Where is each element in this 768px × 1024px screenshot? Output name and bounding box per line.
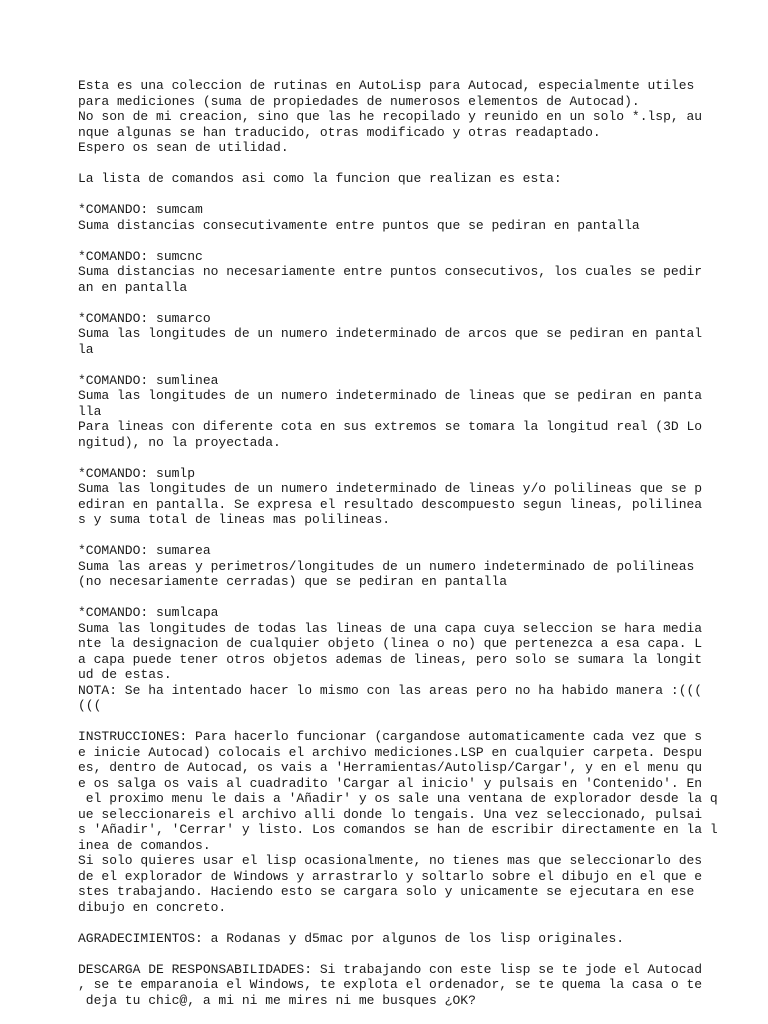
text-line: nte la designacion de cualquier objeto (linea o no) que pertenezca a esa capa. L: [78, 636, 703, 651]
text-line: ue seleccionareis el archivo alli donde lo tengais. Una vez seleccionado, pulsai: [78, 806, 703, 822]
blank-line: [78, 590, 758, 606]
text-line: Suma las areas y perimetros/longitudes de un numero indeterminado de polilineas: [78, 558, 695, 574]
text-line: es, dentro de Autocad, os vais a 'Herramientas/Autolisp/Cargar', y en el menu qu: [78, 760, 703, 775]
text-line: para mediciones (suma de propiedades de numerosos elementos de Autocad).: [78, 93, 640, 109]
blank-line: [78, 156, 758, 172]
text-line: stes trabajando. Haciendo esto se cargara solo y unicamente se ejecutara en ese: [78, 884, 695, 899]
blank-line: [78, 450, 758, 466]
text-line: Suma las longitudes de todas las lineas de una capa cuya seleccion se hara media: [78, 620, 703, 636]
text-line: inea de comandos.: [78, 837, 211, 853]
text-line: DESCARGA DE RESPONSABILIDADES: Si trabajando con este lisp se te jode el Autocad: [78, 961, 703, 977]
text-line: ediran en pantalla. Se expresa el resultado descompuesto segun lineas, polilinea: [78, 496, 703, 512]
blank-line: [78, 357, 758, 373]
text-line: La lista de comandos asi como la funcion que realizan es esta:: [78, 171, 562, 186]
text-line: Si solo quieres usar el lisp ocasionalmente, no tienes mas que seleccionarlo des: [78, 853, 703, 868]
text-line: (no necesariamente cerradas) que se pediran en pantalla: [78, 574, 508, 589]
text-line: an en pantalla: [78, 279, 188, 295]
text-line: e os salga os vais al cuadradito 'Cargar al inicio' y pulsais en 'Contenido'. En: [78, 775, 703, 791]
text-line: dibujo en concreto.: [78, 899, 227, 915]
blank-line: [78, 295, 758, 311]
text-line: *COMANDO: sumarea: [78, 543, 211, 558]
text-line: *COMANDO: sumlcapa: [78, 605, 219, 620]
text-line: INSTRUCCIONES: Para hacerlo funcionar (cargandose automaticamente cada vez que s: [78, 729, 703, 744]
document-body: [78, 78, 758, 1008]
text-line: la: [78, 341, 94, 357]
text-line: deja tu chic@, a mi ni me mires ni me busques ¿OK?: [78, 992, 476, 1008]
text-line: No son de mi creacion, sino que las he recopilado y reunido en un solo *.lsp, au: [78, 109, 703, 124]
text-line: ngitud), no la proyectada.: [78, 434, 281, 450]
text-line: Suma las longitudes de un numero indeterminado de arcos que se pediran en pantal: [78, 326, 703, 341]
text-line: *COMANDO: sumcnc: [78, 248, 203, 264]
text-line: Suma las longitudes de un numero indeterminado de lineas y/o polilineas que se p: [78, 481, 703, 496]
text-line: de el explorador de Windows y arrastrarlo y soltarlo sobre el dibujo en el que e: [78, 868, 703, 884]
text-line: a capa puede tener otros objetos ademas de lineas, pero solo se sumara la longit: [78, 651, 703, 667]
text-line: lla: [78, 403, 102, 419]
blank-line: [78, 714, 758, 730]
text-line: *COMANDO: sumlinea: [78, 372, 219, 388]
text-line: Suma distancias no necesariamente entre puntos consecutivos, los cuales se pedir: [78, 264, 703, 279]
text-line: *COMANDO: sumarco: [78, 310, 211, 326]
text-line: s 'Añadir', 'Cerrar' y listo. Los comandos se han de escribir directamente en la l: [78, 822, 718, 837]
text-line: *COMANDO: sumlp: [78, 465, 196, 481]
text-line: s y suma total de lineas mas polilineas.: [78, 512, 391, 527]
text-line: Suma distancias consecutivamente entre puntos que se pediran en pantalla: [78, 217, 640, 233]
text-line: Suma las longitudes de un numero indeterminado de lineas que se pediran en panta: [78, 388, 703, 403]
blank-line: [78, 946, 758, 962]
text-line: *COMANDO: sumcam: [78, 202, 203, 217]
blank-line: [78, 528, 758, 544]
text-line: el proximo menu le dais a 'Añadir' y os sale una ventana de explorador desde la q: [78, 791, 718, 806]
text-line: nque algunas se han traducido, otras modificado y otras readaptado.: [78, 124, 601, 140]
text-line: AGRADECIMIENTOS: a Rodanas y d5mac por algunos de los lisp originales.: [78, 930, 625, 946]
text-line: (((: [78, 698, 102, 713]
text-line: Para lineas con diferente cota en sus extremos se tomara la longitud real (3D Lo: [78, 419, 703, 434]
blank-line: [78, 187, 758, 203]
text-line: Esta es una coleccion de rutinas en AutoLisp para Autocad, especialmente utiles: [78, 78, 695, 93]
text-line: e inicie Autocad) colocais el archivo mediciones.LSP en cualquier carpeta. Despu: [78, 744, 703, 760]
text-line: Espero os sean de utilidad.: [78, 140, 289, 155]
text-line: ud de estas.: [78, 667, 172, 682]
blank-line: [78, 915, 758, 931]
text-line: , se te emparanoia el Windows, te explota el ordenador, se te quema la casa o te: [78, 977, 703, 992]
text-line: NOTA: Se ha intentado hacer lo mismo con las areas pero no ha habido manera :(((: [78, 682, 703, 698]
blank-line: [78, 233, 758, 249]
